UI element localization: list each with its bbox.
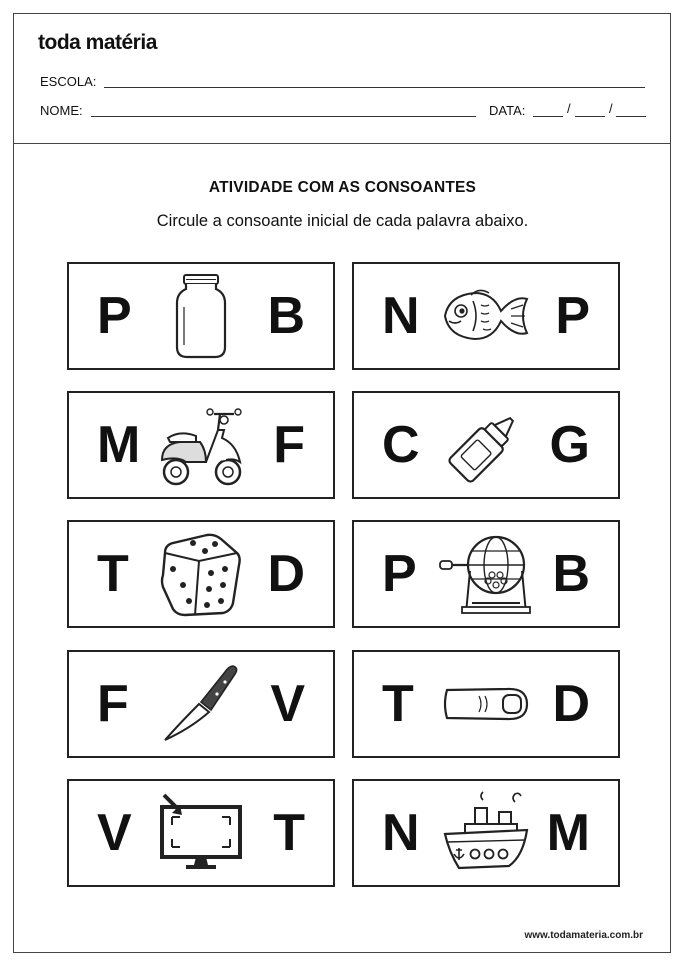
consonant-option-left[interactable]: T (97, 545, 129, 603)
header-divider (13, 143, 671, 144)
fish-icon (441, 285, 531, 347)
school-field[interactable] (104, 87, 645, 88)
finger-icon (441, 684, 531, 724)
consonant-option-right[interactable]: D (267, 545, 305, 603)
activity-instruction: Circule a consoante inicial de cada palavra abaixo. (156, 212, 529, 230)
consonant-option-left[interactable]: P (382, 545, 417, 603)
word-card (352, 262, 620, 370)
date-separator: / (567, 101, 571, 116)
date-year-field[interactable] (616, 116, 646, 117)
consonant-option-left[interactable]: F (97, 675, 129, 733)
glue-icon (448, 405, 524, 485)
word-card (67, 779, 335, 887)
date-separator: / (609, 101, 613, 116)
name-label: NOME: (40, 103, 83, 118)
word-card (67, 391, 335, 499)
bingo-cage-icon (436, 531, 536, 617)
website-url[interactable]: www.todamateria.com.br (524, 930, 643, 941)
knife-icon (161, 664, 241, 744)
ship-icon (441, 790, 531, 876)
date-day-field[interactable] (533, 116, 563, 117)
consonant-option-right[interactable]: D (552, 675, 590, 733)
activity-title: ATIVIDADE COM AS CONSOANTES (208, 179, 477, 196)
dice-icon (159, 531, 243, 617)
consonant-option-left[interactable]: P (97, 287, 132, 345)
consonant-option-right[interactable]: P (555, 287, 590, 345)
name-field[interactable] (91, 116, 476, 117)
logo: toda matéria (38, 31, 157, 54)
consonant-option-left[interactable]: N (382, 804, 420, 862)
scooter-icon (156, 400, 246, 490)
consonant-option-right[interactable]: V (270, 675, 305, 733)
word-card (67, 262, 335, 370)
consonant-option-right[interactable]: T (273, 804, 305, 862)
consonant-option-left[interactable]: V (97, 804, 132, 862)
consonant-option-left[interactable]: N (382, 287, 420, 345)
word-card (67, 650, 335, 758)
word-card (67, 520, 335, 628)
consonant-option-right[interactable]: F (273, 416, 305, 474)
word-card (352, 391, 620, 499)
word-card (352, 650, 620, 758)
word-card (352, 520, 620, 628)
consonant-option-left[interactable]: T (382, 675, 414, 733)
date-month-field[interactable] (575, 116, 605, 117)
jar-icon (171, 273, 231, 359)
monitor-icon (158, 793, 244, 873)
consonant-option-right[interactable]: B (552, 545, 590, 603)
school-label: ESCOLA: (40, 74, 97, 89)
consonant-option-left[interactable]: M (97, 416, 141, 474)
consonant-option-right[interactable]: G (549, 416, 590, 474)
date-label: DATA: (489, 103, 526, 118)
consonant-option-left[interactable]: C (382, 416, 420, 474)
word-card (352, 779, 620, 887)
consonant-option-right[interactable]: B (267, 287, 305, 345)
consonant-option-right[interactable]: M (546, 804, 590, 862)
